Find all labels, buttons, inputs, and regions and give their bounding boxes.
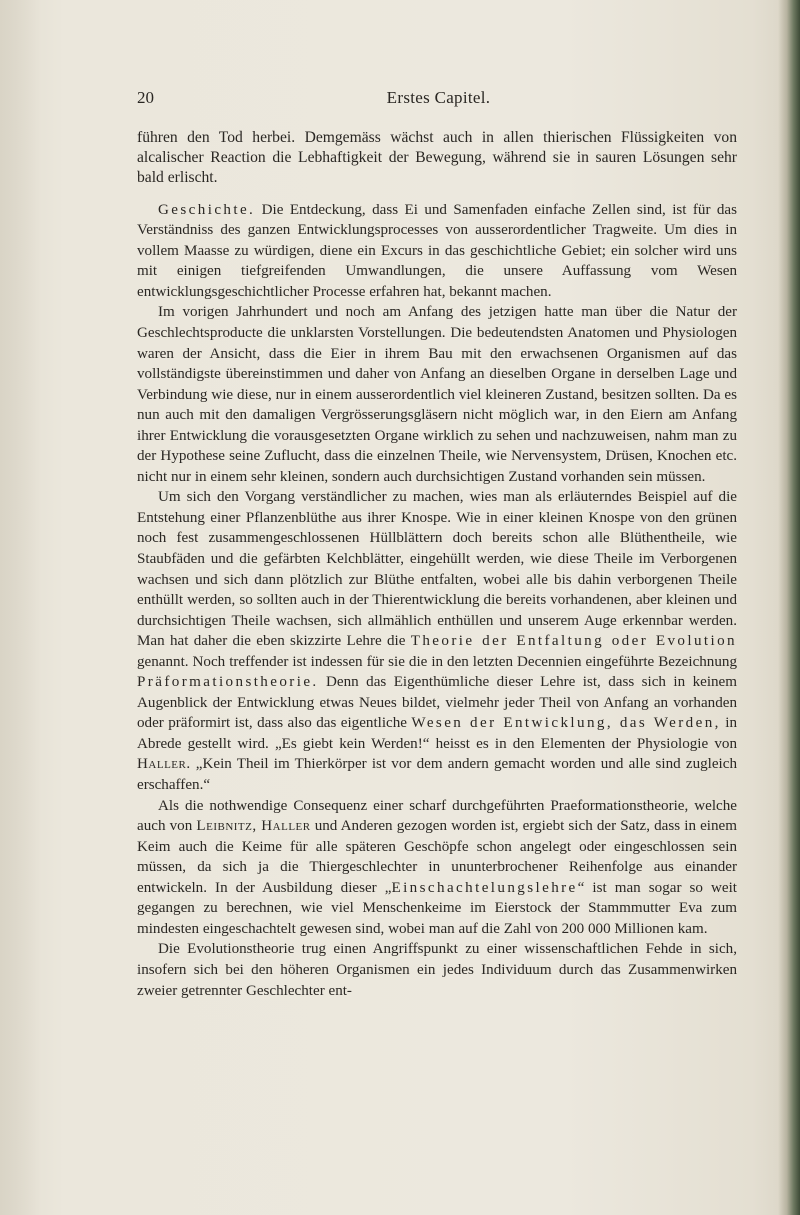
paragraph-4-text-e: „Kein Theil im Thierkörper ist vor dem andern gemacht worden und alle sind zugleich erschaffen.“ (137, 756, 737, 794)
paragraph-6: Die Evolutionstheorie trug einen Angriffspunkt zu einer wissenschaftlichen Fehde in sich, insofern sich bei den höheren Organismen ein jedes Individuum durch das Zusammenwirken zweier getrennter Geschlechter ent- (137, 941, 737, 999)
paragraph-4-text-c: Denn das Eigenthümliche dieser Lehre ist, dass sich in keinem Augenblick der Entwicklung etwas Neues bildet, vielmehr jeder Theil von Anfang an vorhanden oder präformirt ist, dass also das eigentliche (137, 674, 737, 732)
page-binding-edge (778, 0, 800, 1215)
paragraph-4-text-d: in Abrede gestellt wird. „Es giebt kein Werden!“ heisst es in den Elementen der Physiologie von (137, 715, 737, 752)
term-evolution: Theorie der Entfaltung oder Evolution (410, 633, 737, 650)
page-number: 20 (137, 88, 154, 107)
paragraph-2-text: Die Entdeckung, dass Ei und Samenfaden einfache Zellen sind, ist für das Verständniss des ganzen Entwicklungsprocesses von ausserordentlicher Tragweite. Um dies in vollem Maasse zu würdigen, diene ein Excurs in das geschichtliche Gebiet; ein solcher wird uns mit einigen tiefgreifenden Umwandlungen, die unsere Auffassung vom Wesen entwicklungsgeschichtlicher Processe erfahren hat, bekannt machen. (137, 201, 737, 300)
section-heading-geschichte: Geschichte. (158, 201, 256, 218)
term-praeformation: Präformationstheorie. (137, 674, 319, 691)
page-header (137, 88, 740, 112)
paragraph-4-text-b: genannt. Noch treffender ist indessen für sie die in den letzten Decennien eingeführte Bezeichnung (137, 653, 737, 670)
term-wesen-der-entwicklung: Wesen der Entwicklung, das Werden, (411, 715, 721, 732)
author-name-haller: Haller. (137, 756, 191, 773)
paragraph-3: Im vorigen Jahrhundert und noch am Anfang des jetzigen hatte man über die Natur der Geschlechtsproducte die unklarsten Vorstellungen. Die bedeutendsten Anatomen und Physiologen waren der Ansicht, dass die Eier in ihrem Bau mit den erwachsenen Organismen auf das vollständigste übereinstimmen und daher von Anfang an dieselben Organe in derselben Lage und Verbindung wie diese, nur in einem ausserordentlich viel kleineren Zustand, besitzen sollten. Da es nun auch mit den damaligen Vergrösserungsgläsern nicht möglich war, in den Eiern am Anfang ihrer Entwicklung die vorausgesetzten Organe wirklich zu sehen und nachzuweisen, nahm man zu der Hypothese seine Zuflucht, dass die einzelnen Theile, wie Nervensystem, Drüsen, Knochen etc. nicht nur in einem sehr kleinen, sondern auch durchsichtigen Zustand vorhanden sein müssen. (137, 304, 737, 485)
running-title: Erstes Capitel. (386, 88, 491, 107)
term-einschachtelungslehre: Einschachtelungslehre (391, 879, 578, 896)
paragraph-5-text-a: Als die nothwendige Consequenz einer scharf durchgeführten Praeformationstheorie, welche auch von (137, 797, 737, 835)
paragraph-5-text-b: und Anderen gezogen worden ist, ergiebt sich der Satz, dass in einem Keim auch die Keime für alle späteren Geschöpfe schon angelegt oder eingeschlossen sein müssen, da sich ja die Thiergeschlechter in ununterbrochener Reihenfolge aus einander entwickeln. In der Ausbildung dieser „ (137, 818, 737, 896)
paragraph-5-text-c: “ ist man sogar so weit gegangen zu berechnen, wie viel Menschenkeime im Eierstock der Stammmutter Eva zum mindesten eingeschachtelt gewesen sind, wobei man auf die Zahl von 200 000 Millionen kam. (137, 879, 737, 937)
page-shadow-left (0, 0, 40, 1215)
paragraph-4 (137, 487, 737, 795)
paragraph-1: führen den Tod herbei. Demgemäss wächst auch in allen thierischen Flüssigkeiten von alcalischer Reaction die Lebhaftigkeit der Bewegung, während sie in sauren Lösungen sehr bald erlischt. (137, 129, 737, 186)
paragraph-4-text-a: Um sich den Vorgang verständlicher zu machen, wies man als erläuterndes Beispiel auf die Entstehung einer Pflanzenblüthe aus ihrer Knospe. Wie in einer kleinen Knospe von den grünen noch fest zusammengeschlossenen Hüllblättern doch bereits schon alle Blüthentheile, wie Staubfäden und die gefärbten Kelchblätter, eingehüllt werden, wie diese Theile im Verborgenen wachsen und sich dann plötzlich zur Blüthe entfalten, wobei alle bis dahin verborgenen Theile enthüllt werden, so sollten auch in der Thierentwicklung die bereits vorhandenen, aber kleinen und durchsichtigen Theile wachsen, sich allmählich enthüllen und unserem Auge erkennbar werden. Man hat daher die eben skizzirte Lehre die (137, 489, 737, 650)
body-text (137, 128, 737, 1001)
paragraph-2 (137, 200, 737, 303)
paragraph-5 (137, 796, 737, 940)
author-names: Leibnitz, Haller (196, 818, 311, 835)
